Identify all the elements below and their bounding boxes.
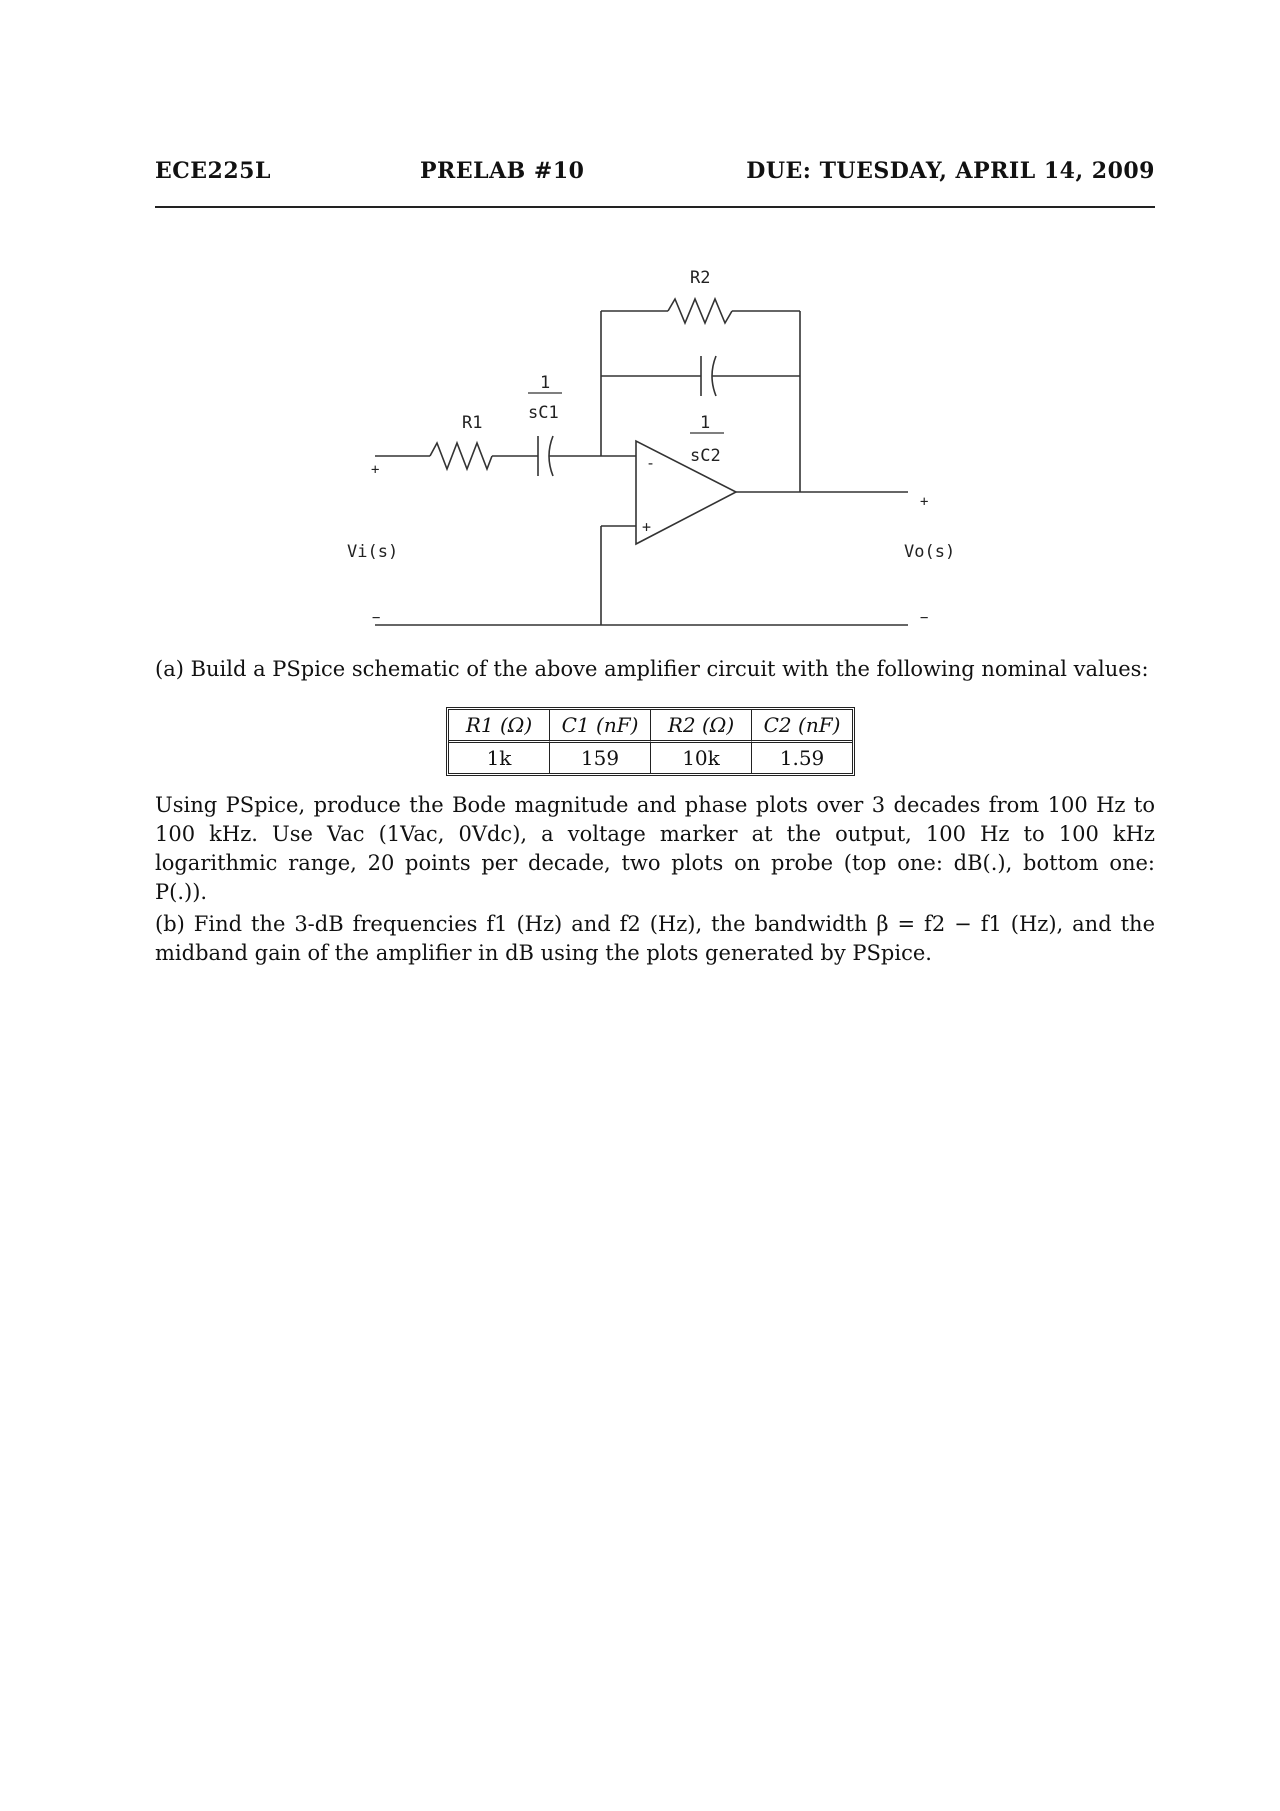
due-date: DUE: TUESDAY, APRIL 14, 2009 xyxy=(746,158,1155,184)
r1-label: R1 xyxy=(462,413,483,433)
c2-denominator: sC2 xyxy=(690,446,721,466)
table-header-r2: R2 (Ω) xyxy=(651,710,752,743)
vo-label: Vo(s) xyxy=(904,542,956,562)
c1-denominator: sC1 xyxy=(528,403,559,423)
nominal-values-table xyxy=(446,707,855,776)
table-header-c2: C2 (nF) xyxy=(752,710,852,743)
table-header-row xyxy=(449,710,852,743)
vi-plus-sign: + xyxy=(371,462,380,478)
pspice-instructions-text: Using PSpice, produce the Bode magnitude and phase plots over 3 decades from 100 Hz to 100 kHz. Use Vac (1Vac, 0Vdc), a voltage marker at the output, 100 Hz to 100 kHz logarithmic range, 20 points per decade, two plots on probe (top one: dB(.), bottom one: P(.)). xyxy=(155,793,1155,904)
r1-resistor-symbol xyxy=(430,443,492,469)
vo-plus-sign: + xyxy=(920,494,929,510)
op-amp-noninverting-sign: + xyxy=(642,518,652,536)
table-header-c1: C1 (nF) xyxy=(550,710,651,743)
prelab-title: PRELAB #10 xyxy=(420,158,585,184)
op-amp-inverting-sign: - xyxy=(646,454,656,472)
vi-label: Vi(s) xyxy=(347,542,399,562)
course-code: ECE225L xyxy=(155,158,271,184)
table-cell-c1: 159 xyxy=(550,743,651,773)
c2-numerator: 1 xyxy=(700,413,711,433)
c1-numerator: 1 xyxy=(540,373,551,393)
table-cell-r2: 10k xyxy=(651,743,752,773)
part-b-text: (b) Find the 3-dB frequencies f1 (Hz) and f2 (Hz), the bandwidth β = f2 − f1 (Hz), and the midband gain of the amplifier in dB using the plots generated by PSpice. xyxy=(155,912,1155,965)
vo-minus-sign: − xyxy=(920,610,929,626)
amplifier-schematic xyxy=(0,0,1280,650)
part-a-text: (a) Build a PSpice schematic of the above amplifier circuit with the following nominal values: xyxy=(155,657,1149,681)
table-cell-c2: 1.59 xyxy=(779,746,825,770)
table-row xyxy=(449,743,852,773)
table-cell-r1: 1k xyxy=(449,743,550,773)
table-header-r1: R1 (Ω) xyxy=(449,710,550,743)
vi-minus-sign: − xyxy=(372,610,381,626)
r2-resistor-symbol xyxy=(668,299,732,323)
r2-label: R2 xyxy=(690,268,711,288)
